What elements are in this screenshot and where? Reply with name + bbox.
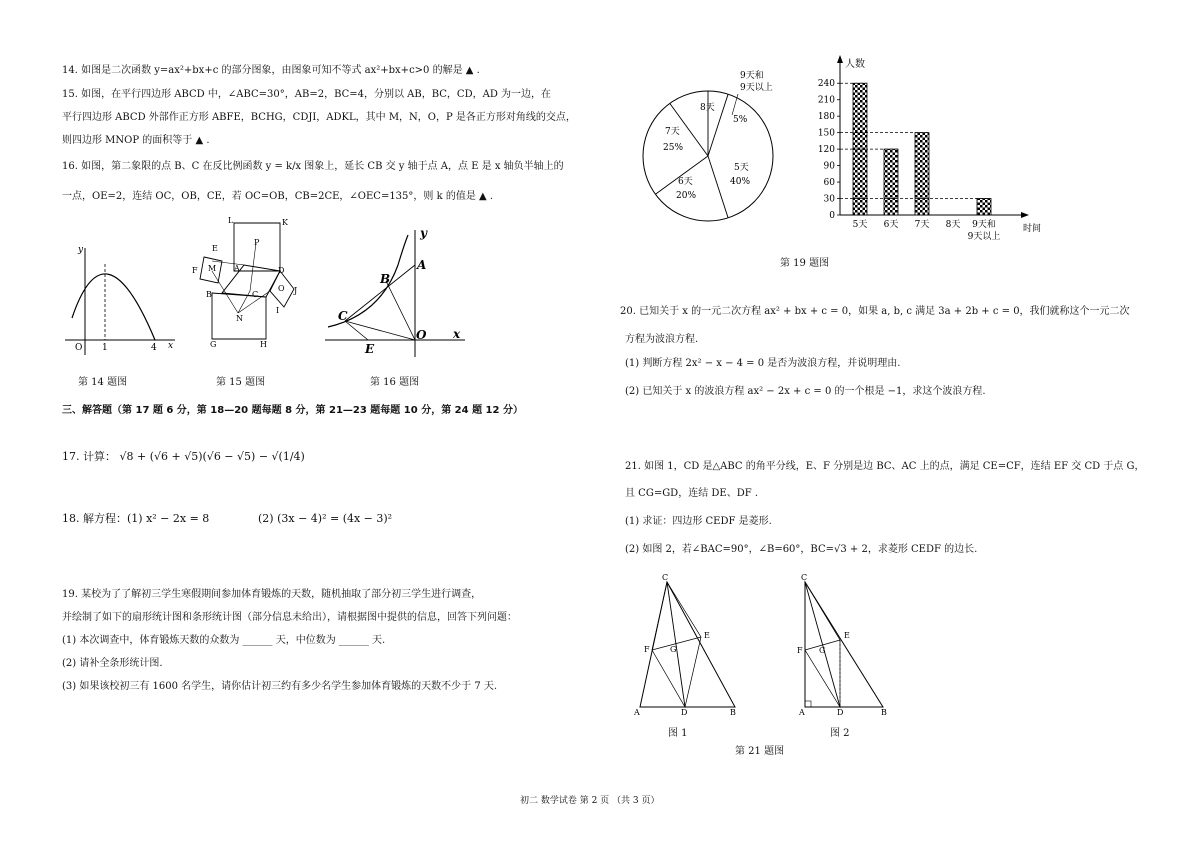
- fig16-caption: 第 16 题图: [370, 377, 420, 388]
- pie-label-9-line1: 9天和: [740, 71, 764, 81]
- bar: [977, 199, 991, 215]
- fig15-label-O: O: [278, 284, 285, 293]
- fig14-caption: 第 14 题图: [78, 377, 128, 388]
- x-tick-label: 8天: [945, 220, 961, 230]
- fig15-label-G: G: [210, 340, 217, 349]
- y-tick-label: 0: [829, 211, 835, 221]
- fig15-label-P: P: [254, 238, 260, 247]
- y-tick-label: 180: [817, 112, 835, 123]
- fig16-label-O: O: [416, 328, 427, 342]
- fig21b-label-E: E: [844, 631, 850, 640]
- fig14-y-label: y: [78, 245, 84, 255]
- x-tick-label: 9天以上: [967, 232, 1001, 242]
- q20-sub2: (2) 已知关于 x 的波浪方程 ax² − 2x + c = 0 的一个根是 −1，求这个波浪方程.: [625, 386, 986, 397]
- q17-text: 17. 计算： √8 + (√6 + √5)(√6 − √5) − √(1/4): [62, 450, 305, 463]
- q14-text: 14. 如图是二次函数 y=ax²+bx+c 的部分图象，由图象可知不等式 ax²+bx+c>0 的解是 ▲ .: [62, 65, 480, 76]
- fig21-1-caption: 图 1: [668, 728, 688, 739]
- pie-label-6-percent: 20%: [676, 191, 697, 201]
- y-tick-label: 90: [823, 161, 835, 172]
- fig14-origin: O: [75, 343, 83, 353]
- fig15-label-E: E: [212, 244, 218, 253]
- figure-15: [190, 215, 310, 350]
- q21-text-line1: 21. 如图 1，CD 是△ABC 的角平分线，E、F 分别是边 BC、AC 上的点，满足 CE=CF，连结 EF 交 CD 于点 G，: [625, 461, 1145, 472]
- fig21a-label-D: D: [681, 708, 688, 717]
- pie-chart: [630, 60, 810, 230]
- q21-sub2: (2) 如图 2，若∠BAC=90°，∠B=60°，BC=√3 + 2，求菱形 CEDF 的边长.: [625, 544, 978, 555]
- figure-21-2: [795, 572, 895, 717]
- fig21-2-caption: 图 2: [830, 728, 850, 739]
- fig16-label-A: A: [417, 258, 427, 272]
- fig15-label-F: F: [192, 266, 198, 275]
- y-axis-label: 人数: [845, 59, 865, 70]
- q20-text-line1: 20. 已知关于 x 的一元二次方程 ax² + bx + c = 0，如果 a, b, c 满足 3a + 2b + c = 0，我们就称这个一元二次: [620, 306, 1130, 317]
- x-tick-label: 6天: [883, 220, 899, 230]
- y-tick-label: 120: [817, 145, 835, 156]
- fig16-y-label: y: [420, 226, 427, 240]
- fig14-one: 1: [102, 343, 108, 353]
- fig15-label-L: L: [228, 216, 234, 225]
- fig14-x-label: x: [168, 341, 174, 351]
- fig21b-label-A: A: [799, 708, 805, 717]
- q16-text-line2: 一点，OE=2，连结 OC，OB，CE，若 OC=OB，CB=2CE，∠OEC=135°，则 k 的值是 ▲ .: [62, 191, 494, 202]
- pie-label-7: 7天: [665, 127, 680, 137]
- pie-label-9-line2: 9天以上: [740, 83, 773, 93]
- y-tick-label: 150: [817, 128, 835, 139]
- fig21a-label-F: F: [644, 645, 650, 654]
- fig19-caption: 第 19 题图: [780, 258, 830, 269]
- q18a-text: 18. 解方程：(1) x² − 2x = 8: [62, 512, 210, 525]
- fig21a-label-C: C: [662, 573, 669, 582]
- fig21a-label-E: E: [704, 631, 710, 640]
- q15-text-line2: 平行四边形 ABCD 外部作正方形 ABFE，BCHG，CDJI，ADKL，其中 M，N，O，P 是各正方形对角线的交点，: [62, 112, 576, 123]
- x-tick-label: 5天: [852, 220, 868, 230]
- fig15-label-N: N: [236, 314, 243, 323]
- fig21b-label-F: F: [797, 646, 803, 655]
- y-tick-label: 240: [817, 79, 835, 90]
- q19-text-line1: 19. 某校为了了解初三学生寒假期间参加体育锻炼的天数，随机抽取了部分初三学生进行调查，: [62, 589, 482, 600]
- fig16-label-C: C: [338, 309, 348, 323]
- fig16-label-E: E: [365, 342, 375, 356]
- q18b-text: (2) (3x − 4)² = (4x − 3)²: [258, 512, 393, 525]
- fig15-label-B: B: [206, 290, 212, 299]
- pie-label-5: 5天: [734, 163, 749, 173]
- fig15-label-I: I: [276, 306, 280, 315]
- fig15-label-M: M: [208, 264, 217, 273]
- q21-text-line2: 且 CG=GD，连结 DE、DF .: [625, 488, 759, 499]
- fig16-label-B: B: [380, 272, 391, 286]
- fig15-label-C: C: [252, 290, 259, 299]
- q19-sub2: (2) 请补全条形统计图.: [62, 658, 163, 669]
- figure-21-1: [630, 572, 745, 717]
- x-axis-label: 时间: [1023, 224, 1042, 234]
- q20-sub1: (1) 判断方程 2x² − x − 4 = 0 是否为波浪方程，并说明理由.: [625, 358, 901, 369]
- fig15-label-K: K: [282, 218, 288, 227]
- fig21b-label-G: G: [819, 646, 826, 655]
- fig21b-label-C: C: [801, 573, 808, 582]
- fig16-x-label: x: [453, 327, 461, 341]
- fig21a-label-G: G: [670, 645, 677, 654]
- pie-divider: [708, 156, 728, 218]
- pie-label-7-percent: 25%: [663, 143, 684, 153]
- x-tick-label: 9天和: [972, 220, 996, 230]
- pie-divider: [655, 156, 708, 194]
- bar: [884, 149, 898, 215]
- figure-16: [320, 225, 470, 360]
- bar-chart: [805, 55, 1055, 255]
- q15-text-line1: 15. 如图，在平行四边形 ABCD 中，∠ABC=30°，AB=2，BC=4，分别以 AB，BC，CD，AD 为一边，在: [62, 89, 552, 100]
- pie-label-9-percent: 5%: [733, 115, 748, 125]
- fig21-caption: 第 21 题图: [735, 746, 785, 757]
- fig14-four: 4: [151, 343, 157, 353]
- fig15-label-H: H: [260, 340, 267, 349]
- fig15-label-A: A: [234, 264, 240, 273]
- bar: [915, 133, 929, 215]
- y-tick-label: 210: [817, 95, 835, 106]
- y-tick-label: 30: [823, 194, 835, 205]
- fig21b-label-D: D: [837, 708, 844, 717]
- q20-text-line2: 方程为波浪方程.: [625, 334, 699, 345]
- q19-text-line2: 并绘制了如下的扇形统计图和条形统计图（部分信息未给出），请根据图中提供的信息，回答下列问题：: [62, 612, 517, 623]
- fig21a-label-B: B: [730, 708, 736, 717]
- fig21b-label-B: B: [881, 708, 887, 717]
- x-tick-label: 7天: [914, 220, 930, 230]
- page-footer: 初二 数学试卷 第 2 页 （共 3 页）: [520, 796, 660, 806]
- q21-sub1: (1) 求证：四边形 CEDF 是菱形.: [625, 516, 772, 527]
- pie-label-5-percent: 40%: [730, 177, 751, 187]
- q15-text-line3: 则四边形 MNOP 的面积等于 ▲ .: [62, 135, 210, 146]
- q19-sub3: (3) 如果该校初三有 1600 名学生，请你估计初三约有多少名学生参加体育锻炼的天数不少于 7 天.: [62, 681, 498, 692]
- section3-heading: 三、解答题（第 17 题 6 分，第 18—20 题每题 8 分，第 21—23 题每题 10 分，第 24 题 12 分）: [62, 405, 523, 416]
- pie-label-8: 8天: [700, 103, 715, 113]
- q16-text-line1: 16. 如图，第二象限的点 B、C 在反比例函数 y = k/x 图象上，延长 CB 交 y 轴于点 A，点 E 是 x 轴负半轴上的: [62, 161, 564, 172]
- q19-sub1: (1) 本次调查中，体育锻炼天数的众数为 ______ 天，中位数为 ______ 天.: [62, 635, 386, 646]
- pie-label-6: 6天: [678, 177, 693, 187]
- fig15-label-J: J: [294, 286, 298, 295]
- fig15-caption: 第 15 题图: [216, 377, 266, 388]
- fig15-label-D: D: [278, 266, 285, 275]
- fig21a-label-A: A: [634, 708, 640, 717]
- y-tick-label: 60: [823, 178, 835, 189]
- figure-14: [60, 240, 180, 360]
